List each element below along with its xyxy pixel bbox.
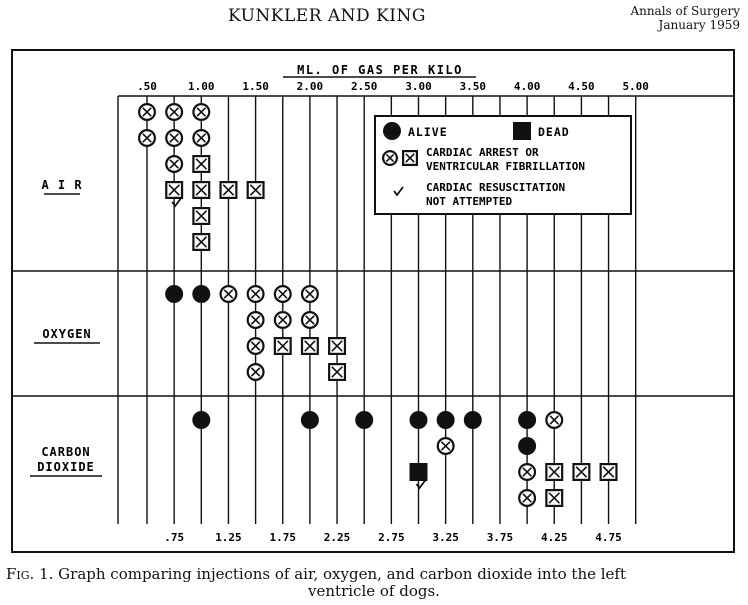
- journal-date: January 1959: [658, 18, 740, 32]
- top-tick-label: 2.50: [350, 80, 378, 93]
- data-point: [247, 363, 265, 381]
- data-point: [301, 411, 319, 429]
- row-label-air: A I R: [41, 178, 83, 192]
- data-point: [301, 311, 319, 329]
- data-point: [600, 463, 618, 481]
- data-point: [247, 181, 265, 199]
- dead-symbol: [410, 463, 428, 481]
- data-point: [545, 489, 563, 507]
- top-tick-labels: [137, 80, 649, 93]
- legend-text: DEAD: [538, 125, 570, 139]
- data-point: [192, 181, 210, 199]
- data-point: [274, 311, 292, 329]
- data-point: [219, 285, 237, 303]
- row-label-carbon-dioxide-line1: CARBON: [41, 445, 91, 459]
- top-tick-label: 2.00: [296, 80, 324, 93]
- legend: [375, 116, 631, 214]
- legend-text: ALIVE: [408, 125, 448, 139]
- data-point: [464, 411, 482, 429]
- dead-symbol: [513, 122, 531, 140]
- top-tick-label: 5.00: [622, 80, 649, 93]
- bottom-tick-label: 4.75: [595, 531, 622, 544]
- legend-text: NOT ATTEMPTED: [426, 195, 513, 208]
- top-tick-label: 1.50: [242, 80, 269, 93]
- data-point: [301, 285, 319, 303]
- journal-name: Annals of Surgery: [630, 4, 740, 18]
- alive-symbol: [410, 411, 428, 429]
- data-point: [410, 411, 428, 429]
- alive-symbol: [355, 411, 373, 429]
- figure-caption-label: Fig. 1.: [6, 565, 54, 583]
- alive-symbol: [192, 285, 210, 303]
- bottom-tick-label: 2.25: [323, 531, 351, 544]
- data-point: [572, 463, 590, 481]
- data-point: [518, 411, 536, 429]
- alive-symbol: [301, 411, 319, 429]
- data-point: [545, 463, 563, 481]
- bottom-tick-label: 3.75: [486, 531, 514, 544]
- figure-caption-line2: ventricle of dogs.: [308, 582, 440, 600]
- data-point: [247, 337, 265, 355]
- data-point: [328, 363, 346, 381]
- data-point: [247, 311, 265, 329]
- data-point: [192, 233, 210, 251]
- data-point: [192, 207, 210, 225]
- alive-symbol: [518, 437, 536, 455]
- data-point: [192, 129, 210, 147]
- bottom-tick-label: 1.75: [269, 531, 296, 544]
- top-tick-label: 3.50: [459, 80, 487, 93]
- bottom-tick-labels: [164, 531, 622, 544]
- data-point: [165, 129, 183, 147]
- running-header-authors: KUNKLER AND KING: [228, 6, 426, 26]
- data-point: [192, 285, 210, 303]
- row-labels: [30, 178, 102, 476]
- data-point: [247, 285, 265, 303]
- bottom-tick-label: 4.25: [541, 531, 568, 544]
- data-point: [355, 411, 373, 429]
- data-point: [165, 103, 183, 121]
- data-point: [301, 337, 319, 355]
- data-point: [274, 285, 292, 303]
- legend-text: VENTRICULAR FIBRILLATION: [426, 160, 585, 173]
- data-point: [518, 437, 536, 455]
- bottom-tick-label: 2.75: [378, 531, 405, 544]
- data-point: [138, 129, 156, 147]
- data-point: [192, 155, 210, 173]
- data-point: [328, 337, 346, 355]
- figure-caption: [6, 566, 742, 600]
- row-label-carbon-dioxide-line2: DIOXIDE: [37, 460, 95, 474]
- data-point: [518, 489, 536, 507]
- data-point: [192, 103, 210, 121]
- alive-symbol: [437, 411, 455, 429]
- data-point: [545, 411, 563, 429]
- data-point: [219, 181, 237, 199]
- bottom-tick-label: 3.25: [432, 531, 459, 544]
- legend-text: CARDIAC ARREST OR: [426, 146, 539, 159]
- data-point: [518, 463, 536, 481]
- data-point: [437, 437, 455, 455]
- top-tick-label: 4.00: [513, 80, 541, 93]
- bottom-tick-label: .75: [164, 531, 185, 544]
- axis-title: ML. OF GAS PER KILO: [297, 63, 463, 77]
- data-point: [192, 411, 210, 429]
- top-tick-label: 3.00: [405, 80, 432, 93]
- top-tick-label: 1.00: [188, 80, 215, 93]
- alive-symbol: [192, 411, 210, 429]
- top-tick-label: 4.50: [568, 80, 595, 93]
- top-tick-label: .50: [137, 80, 157, 93]
- row-label-oxygen: OXYGEN: [42, 327, 92, 341]
- data-point: [274, 337, 292, 355]
- data-point: [165, 155, 183, 173]
- data-point: [138, 103, 156, 121]
- data-point: [437, 411, 455, 429]
- alive-symbol: [383, 122, 401, 140]
- bottom-tick-label: 1.25: [215, 531, 242, 544]
- figure-caption-line1: Graph comparing injections of air, oxygen, and carbon dioxide into the left: [58, 565, 627, 583]
- legend-text: CARDIAC RESUSCITATION: [426, 181, 566, 194]
- alive-symbol: [165, 285, 183, 303]
- alive-symbol: [464, 411, 482, 429]
- data-point: [165, 285, 183, 303]
- alive-symbol: [518, 411, 536, 429]
